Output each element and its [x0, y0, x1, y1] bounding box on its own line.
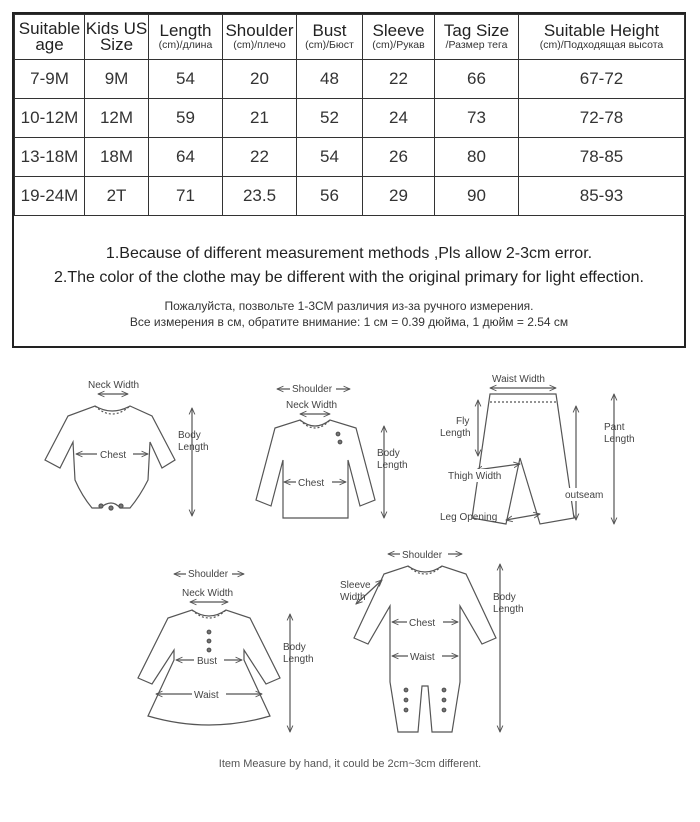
romper-shoulder-label: Shoulder — [402, 550, 443, 561]
size-table — [14, 14, 685, 216]
bodysuit-body-label: Body — [178, 430, 201, 441]
table-row — [15, 99, 685, 138]
header-kids-us-size — [85, 15, 149, 60]
romper-snap — [404, 688, 408, 692]
header-bust — [297, 15, 363, 60]
bodysuit-snap — [119, 504, 123, 508]
header-shoulder — [223, 15, 297, 60]
header-tag-size — [435, 15, 519, 60]
cell-us-size: 2T — [85, 177, 149, 216]
header-sublabel: (cm)/длина — [158, 39, 213, 51]
header-label: Shoulder — [225, 21, 294, 40]
bodysuit-neck-label: Neck Width — [88, 380, 140, 391]
romper-snap — [404, 698, 408, 702]
cell-sleeve: 22 — [363, 60, 435, 99]
top-body-label: Body — [377, 448, 400, 459]
top-button — [336, 432, 340, 436]
cell-shoulder: 21 — [223, 99, 297, 138]
cell-sleeve: 24 — [363, 99, 435, 138]
romper-chest-label: Chest — [409, 618, 436, 629]
cell-bust: 54 — [297, 138, 363, 177]
top-button — [338, 440, 342, 444]
pants-pant-length-label: Length — [604, 434, 635, 445]
dress-button — [207, 639, 211, 643]
romper-collar — [408, 566, 442, 574]
diagram-canvas — [0, 360, 700, 760]
pants-diagram — [472, 388, 614, 524]
cell-length: 71 — [149, 177, 223, 216]
pants-leg-arrow — [506, 514, 540, 520]
bodysuit-collar — [95, 406, 130, 414]
cell-age: 13-18M — [15, 138, 85, 177]
cell-us-size: 18M — [85, 138, 149, 177]
cell-bust: 48 — [297, 60, 363, 99]
cell-tag-size: 66 — [435, 60, 519, 99]
header-sublabel: (cm)/Рукав — [372, 39, 425, 51]
dress-shoulder-label: Shoulder — [188, 569, 229, 580]
top-length-label: Length — [377, 460, 408, 471]
cell-height: 78-85 — [519, 138, 685, 177]
cell-height: 72-78 — [519, 99, 685, 138]
romper-diagram — [354, 554, 500, 732]
pants-fly-length-label: Length — [440, 428, 471, 439]
bodysuit-snap — [109, 506, 113, 510]
romper-snap — [442, 688, 446, 692]
header-label: Sleeve — [372, 21, 425, 40]
cell-age: 19-24M — [15, 177, 85, 216]
romper-sleeve-width-label: Width — [340, 592, 366, 603]
dress-outline — [138, 610, 280, 725]
header-suitable-age — [15, 15, 85, 60]
dress-waist-label: Waist — [194, 690, 219, 701]
footer-note: Item Measure by hand, it could be 2cm~3cm different. — [218, 758, 482, 770]
cell-sleeve: 26 — [363, 138, 435, 177]
pants-outline — [472, 394, 574, 524]
header-sublabel: /Размер тега — [445, 39, 508, 51]
header-sublabel: (cm)/Бюст — [305, 39, 354, 51]
cell-bust: 52 — [297, 99, 363, 138]
bodysuit-chest-label: Chest — [100, 450, 127, 461]
cell-age: 10-12M — [15, 99, 85, 138]
cell-length: 59 — [149, 99, 223, 138]
table-row — [15, 138, 685, 177]
header-label: Kids US Size — [85, 19, 148, 54]
header-length — [149, 15, 223, 60]
cell-age: 7-9M — [15, 60, 85, 99]
dress-body-label: Body — [283, 642, 306, 653]
dress-button — [207, 648, 211, 652]
dress-neck-label: Neck Width — [182, 588, 234, 599]
measurement-diagrams — [0, 360, 700, 800]
header-label: Bust — [312, 21, 347, 40]
note-color-difference: 2.The color of the clothe may be different with the original primary for light effection. — [54, 269, 644, 286]
romper-snap — [442, 698, 446, 702]
romper-snap — [442, 708, 446, 712]
cell-tag-size: 90 — [435, 177, 519, 216]
pants-leg-label: Leg Opening — [440, 512, 498, 523]
header-label: Length — [159, 21, 212, 40]
pants-outseam-label: outseam — [565, 490, 604, 501]
header-label: Suitable age — [18, 19, 81, 54]
cell-shoulder: 20 — [223, 60, 297, 99]
dress-bust-label: Bust — [197, 656, 218, 667]
cell-us-size: 9M — [85, 60, 149, 99]
romper-snap — [404, 708, 408, 712]
cell-shoulder: 22 — [223, 138, 297, 177]
size-chart — [12, 12, 686, 348]
cell-tag-size: 73 — [435, 99, 519, 138]
top-chest-label: Chest — [298, 478, 325, 489]
top-outline — [256, 420, 375, 518]
note-ru-measurement: Пожалуйста, позвольте 1-3СМ различия из-за ручного измерения. — [164, 299, 534, 313]
table-header-row — [15, 15, 685, 60]
dress-length-label: Length — [283, 654, 314, 665]
note-measurement-error: 1.Because of different measurement methods ,Pls allow 2-3cm error. — [105, 245, 593, 262]
cell-length: 64 — [149, 138, 223, 177]
cell-sleeve: 29 — [363, 177, 435, 216]
romper-body-label: Body — [493, 592, 516, 603]
cell-length: 54 — [149, 60, 223, 99]
dress-button — [207, 630, 211, 634]
top-shoulder-label: Shoulder — [292, 384, 333, 395]
cell-tag-size: 80 — [435, 138, 519, 177]
cell-shoulder: 23.5 — [223, 177, 297, 216]
cell-bust: 56 — [297, 177, 363, 216]
cell-height: 67-72 — [519, 60, 685, 99]
bodysuit-snap — [99, 504, 103, 508]
pants-fly-label: Fly — [456, 416, 470, 427]
romper-sleeve-label: Sleeve — [340, 580, 371, 591]
top-collar — [300, 420, 330, 428]
header-sublabel: (cm)/Подходящая высота — [539, 39, 664, 51]
bodysuit-length-label: Length — [178, 442, 209, 453]
cell-us-size: 12M — [85, 99, 149, 138]
header-label: Suitable Height — [543, 21, 660, 40]
header-sublabel: (cm)/плечо — [233, 39, 286, 51]
table-row — [15, 60, 685, 99]
header-suitable-height — [519, 15, 685, 60]
cell-height: 85-93 — [519, 177, 685, 216]
notes-block — [14, 230, 684, 330]
romper-length-label: Length — [493, 604, 524, 615]
top-neck-label: Neck Width — [286, 400, 338, 411]
pants-thigh-label: Thigh Width — [448, 471, 502, 482]
romper-waist-label: Waist — [410, 652, 435, 663]
header-label: Tag Size — [443, 21, 510, 40]
header-sleeve — [363, 15, 435, 60]
dress-collar — [192, 610, 226, 618]
note-ru-conversion: Все измерения в см, обратите внимание: 1 см = 0.39 дюйма, 1 дюйм = 2.54 см — [129, 315, 569, 329]
pants-waist-label: Waist Width — [492, 374, 545, 385]
table-row — [15, 177, 685, 216]
pants-pant-label: Pant — [604, 422, 625, 433]
